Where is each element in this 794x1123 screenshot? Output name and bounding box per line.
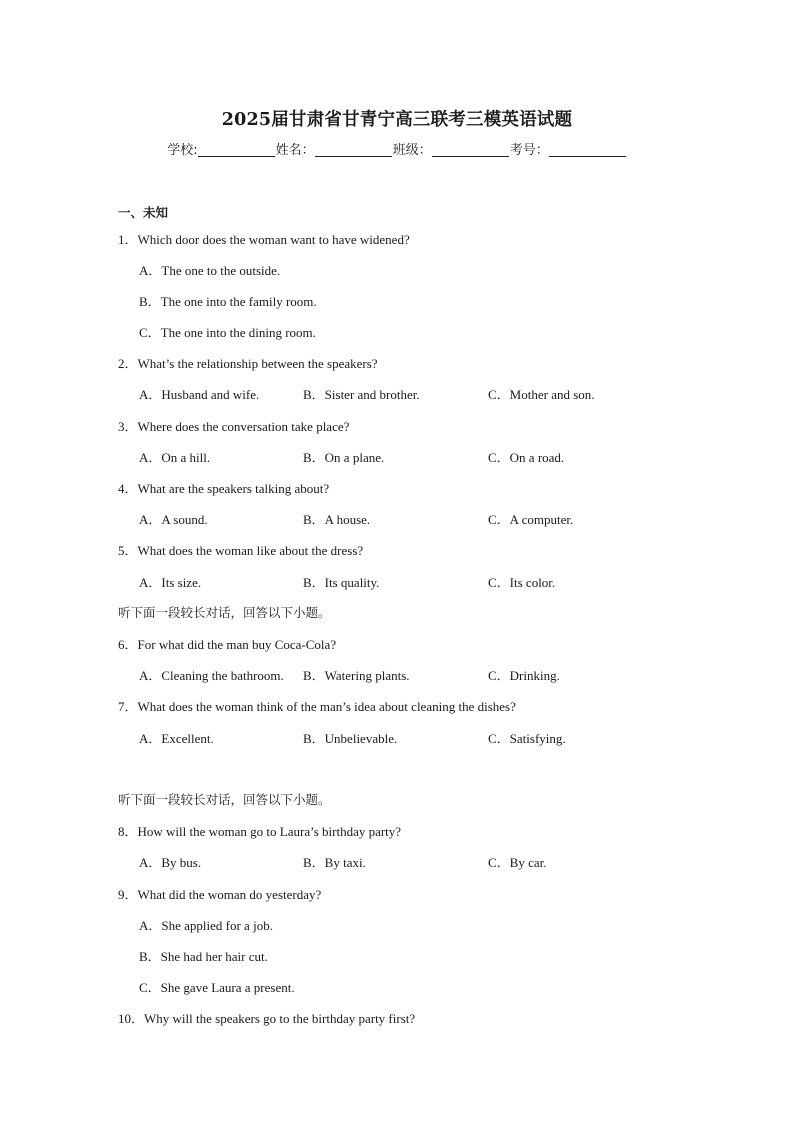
q2-option-a: A．Husband and wife. bbox=[139, 387, 260, 402]
listening-instruction-1: 听下面一段较长对话，回答以下小题。 bbox=[118, 605, 331, 620]
q6-option-c: C．Drinking. bbox=[488, 668, 560, 683]
q3-option-b: B．On a plane. bbox=[303, 450, 385, 465]
section-heading: 一、未知 bbox=[118, 205, 169, 220]
q5-option-c: C．Its color. bbox=[488, 575, 556, 590]
q3-option-c: C．On a road. bbox=[488, 450, 565, 465]
q9-option-b: B．She had her hair cut. bbox=[139, 949, 268, 964]
q5-option-a: A．Its size. bbox=[139, 575, 202, 590]
school-blank bbox=[198, 142, 275, 157]
q2-option-b: B．Sister and brother. bbox=[303, 387, 420, 402]
class-blank bbox=[432, 142, 509, 157]
exam-number-blank bbox=[549, 142, 626, 157]
q8-option-a: A．By bus. bbox=[139, 855, 202, 870]
q7-option-c: C．Satisfying. bbox=[488, 731, 566, 746]
q1-option-a: A．The one to the outside. bbox=[139, 263, 281, 278]
q5-option-b: B．Its quality. bbox=[303, 575, 380, 590]
question-1: 1．Which door does the woman want to have widened? bbox=[118, 232, 410, 247]
question-6: 6．For what did the man buy Coca-Cola? bbox=[118, 637, 337, 652]
exam-number-label: 考号： bbox=[509, 143, 549, 158]
question-5: 5．What does the woman like about the dress? bbox=[118, 543, 364, 558]
question-4: 4．What are the speakers talking about? bbox=[118, 481, 330, 496]
q6-option-b: B．Watering plants. bbox=[303, 668, 410, 683]
exam-title: 2025届甘肃省甘青宁高三联考三模英语试题 bbox=[221, 110, 573, 130]
q9-option-a: A．She applied for a job. bbox=[139, 918, 273, 933]
q7-option-b: B．Unbelievable. bbox=[303, 731, 398, 746]
question-7: 7．What does the woman think of the man’s idea about cleaning the dishes? bbox=[118, 699, 516, 714]
q1-option-c: C．The one into the dining room. bbox=[139, 325, 316, 340]
q4-option-c: C．A computer. bbox=[488, 512, 574, 527]
q1-option-b: B．The one into the family room. bbox=[139, 294, 317, 309]
q7-option-a: A．Excellent. bbox=[139, 731, 214, 746]
q9-option-c: C．She gave Laura a present. bbox=[139, 980, 295, 995]
listening-instruction-2: 听下面一段较长对话，回答以下小题。 bbox=[118, 792, 331, 807]
q4-option-b: B．A house. bbox=[303, 512, 371, 527]
question-8: 8．How will the woman go to Laura’s birthday party? bbox=[118, 824, 402, 839]
q8-option-c: C．By car. bbox=[488, 855, 547, 870]
class-label: 班级： bbox=[392, 143, 432, 158]
question-3: 3．Where does the conversation take place? bbox=[118, 419, 350, 434]
student-info-line bbox=[0, 139, 794, 158]
q3-option-a: A．On a hill. bbox=[139, 450, 211, 465]
question-10: 10．Why will the speakers go to the birthday party first? bbox=[118, 1011, 416, 1026]
name-label: 姓名： bbox=[275, 143, 315, 158]
school-label: 学校: bbox=[167, 143, 198, 158]
q6-option-a: A．Cleaning the bathroom. bbox=[139, 668, 284, 683]
question-9: 9．What did the woman do yesterday? bbox=[118, 887, 322, 902]
q4-option-a: A．A sound. bbox=[139, 512, 208, 527]
q2-option-c: C．Mother and son. bbox=[488, 387, 595, 402]
name-blank bbox=[315, 142, 392, 157]
q8-option-b: B．By taxi. bbox=[303, 855, 366, 870]
question-2: 2．What’s the relationship between the speakers? bbox=[118, 356, 378, 371]
